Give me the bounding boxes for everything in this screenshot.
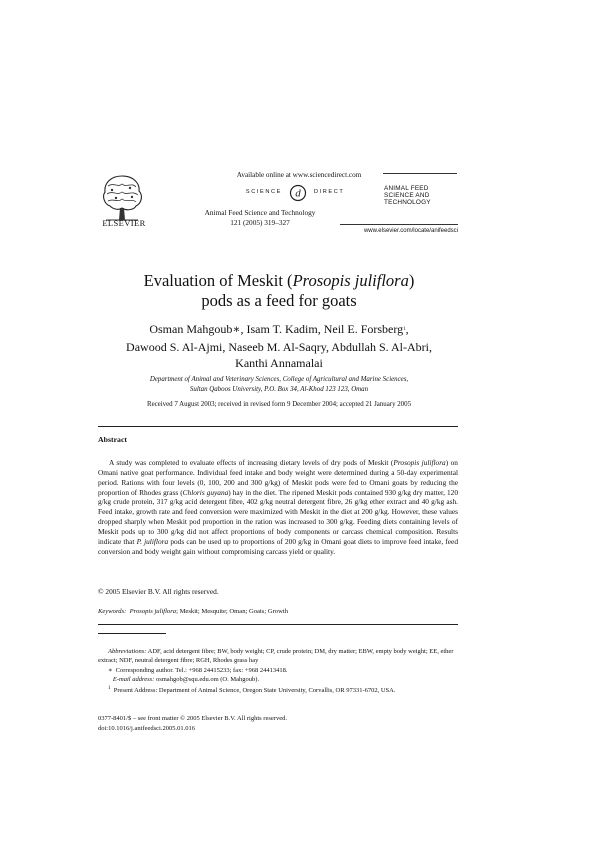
abstract-text: A study was completed to evaluate effects of increasing dietary levels of dry pods of Meskit ( — [109, 458, 394, 467]
abstract-text: pods can be used up to proportions of 200 g/kg in Omani goat diets to improve feed intake, feed conversion and body weight gain without compromising carcass yield or quality. — [98, 536, 458, 556]
affiliation-line: Department of Animal and Veterinary Sciences, College of Agricultural and Marine Sciences, — [149, 376, 409, 383]
author-name[interactable]: Osman Mahgoub — [149, 322, 233, 336]
corresponding-author-mark[interactable]: ∗ — [232, 322, 241, 336]
journal-mark — [384, 186, 456, 206]
footnote-rule — [98, 633, 166, 634]
sciencedirect-right-word: DIRECT — [314, 189, 345, 195]
email-footnote — [98, 675, 458, 684]
journal-mark-line: ANIMAL FEED — [384, 185, 429, 192]
abbreviations-label: Abbreviations: — [108, 648, 147, 655]
abstract-top-rule — [98, 426, 458, 427]
available-online-note: Available online at www.sciencedirect.com — [236, 171, 362, 179]
author-separator: , — [428, 339, 432, 354]
present-address-mark[interactable]: 1 — [403, 327, 406, 332]
abstract-species: P. juliflora — [136, 536, 169, 546]
journal-citation: 121 (2005) 319–327 — [230, 218, 290, 227]
copyright-notice: © 2005 Elsevier B.V. All rights reserved. — [98, 587, 219, 596]
article-title — [100, 271, 458, 311]
affiliation — [100, 375, 458, 394]
title-text: Evaluation of Meskit ( — [143, 271, 293, 290]
author-separator: , — [240, 322, 247, 336]
svg-text:d: d — [295, 187, 301, 200]
title-text: pods as a feed for goats — [201, 291, 357, 310]
abbreviations-footnote — [98, 647, 458, 666]
author-name[interactable]: Kanthi Annamalai — [235, 356, 323, 370]
author-separator: , — [222, 339, 229, 354]
keyword-rest: ; Meskit; Mesquite; Oman; Goats; Growth — [176, 608, 288, 615]
abstract-species: Chloris guyana — [182, 487, 229, 497]
author-name[interactable]: Naseeb M. Al-Saqry — [228, 339, 326, 354]
email-link[interactable]: osmahgob@squ.edu.om (O. Mahgoub). — [155, 675, 260, 683]
front-matter-info — [98, 714, 287, 733]
author-separator: , — [317, 322, 324, 336]
keyword-first: Prosopis juliflora — [129, 608, 177, 615]
corresponding-text: Corresponding author. Tel.: +968 24415233; fax: +968 24413418. — [115, 666, 288, 674]
footnotes — [98, 647, 458, 695]
author-name[interactable]: Dawood S. Al-Ajmi — [126, 339, 223, 354]
title-species: Prosopis juliflora — [292, 271, 409, 290]
footnote-mark: ∗ — [108, 666, 113, 674]
issn-line: 0377-8401/$ – see front matter © 2005 Elsevier B.V. All rights reserved. — [98, 715, 287, 722]
title-text: ) — [408, 271, 415, 290]
abstract-bottom-rule — [98, 624, 458, 625]
author-name[interactable]: Isam T. Kadim — [246, 322, 318, 336]
affiliation-line: Sultan Qaboos University, P.O. Box 34, Al-Khod 123 123, Oman — [189, 385, 369, 393]
email-label: E-mail address: — [112, 675, 155, 683]
keywords-label: Keywords: — [98, 608, 127, 615]
abstract-body — [98, 458, 458, 556]
author-name[interactable]: Neil E. Forsberg — [323, 322, 404, 336]
present-address-footnote — [98, 684, 458, 695]
elsevier-wordmark: ELSEVIER — [102, 218, 146, 228]
sciencedirect-logo — [220, 184, 380, 202]
journal-mark-line: SCIENCE AND — [384, 191, 430, 199]
journal-name: Animal Feed Science and Technology — [204, 208, 316, 217]
abstract-heading: Abstract — [98, 435, 128, 444]
journal-mark-rule — [383, 173, 457, 174]
abstract-species: Prosopis juliflora — [393, 458, 446, 467]
sciencedirect-left-word: SCIENCE — [245, 189, 282, 195]
abstract-text: ) hay in the diet. The ripened Meskit pods contained 930 g/kg dry matter, 120 g/kg crude protein, 317 g/kg acid detergent fibre, 402 g/kg neutral detergent fibre, 26 g/kg ether extract and 40 g/kg ash. Feed intake, growth rate and feed conversion were maximized with Meskit in the diet at 200 g/kg. However, these values dropped sharply when Meskit pod proportion in the ration was increased to 300 g/kg. Feeding diets containing levels of Meskit pods up to 300 g/kg did not affect proportions of body components or carcass chemical composition. Results indicate that — [98, 487, 458, 546]
abbreviations-text: ADF, acid detergent fibre; BW, body weight; CP, crude protein; DM, dry matter; EBW, empty body weight; EE, ether extract; NDF, neutral detergent fibre; RGH, Rhodes grass hay — [98, 648, 454, 665]
present-address-text: Present Address: Department of Animal Science, Oregon State University, Corvallis, OR 97331-6702, USA. — [113, 687, 396, 695]
footnote-mark: 1 — [108, 686, 111, 692]
doi-link[interactable]: doi:10.1016/j.anifeedsci.2005.01.016 — [98, 724, 195, 732]
author-separator: , — [325, 339, 332, 354]
header-rule — [340, 224, 458, 225]
keywords — [98, 608, 288, 615]
author-list — [100, 321, 458, 372]
author-separator: , — [405, 322, 409, 336]
abstract-text: ) on Omani native goat performance. Individual feed intake and body weight were determined during a 50-day experimental period. Rations with four levels (0, 100, 200 and 300 g/kg) of Meskit pods were fed to Omani goats by reducing the proportion of Rhodes grass ( — [98, 458, 458, 497]
journal-url-link[interactable]: www.elsevier.com/locate/anifeedsci — [363, 228, 458, 234]
sciencedirect-at-icon — [284, 184, 312, 202]
corresponding-author-footnote — [98, 666, 458, 675]
received-dates: Received 7 August 2003; received in revised form 9 December 2004; accepted 21 January 2005 — [146, 401, 412, 408]
journal-mark-line: TECHNOLOGY — [384, 198, 431, 206]
author-name[interactable]: Abdullah S. Al-Abri — [331, 339, 429, 354]
journal-info — [160, 208, 360, 228]
